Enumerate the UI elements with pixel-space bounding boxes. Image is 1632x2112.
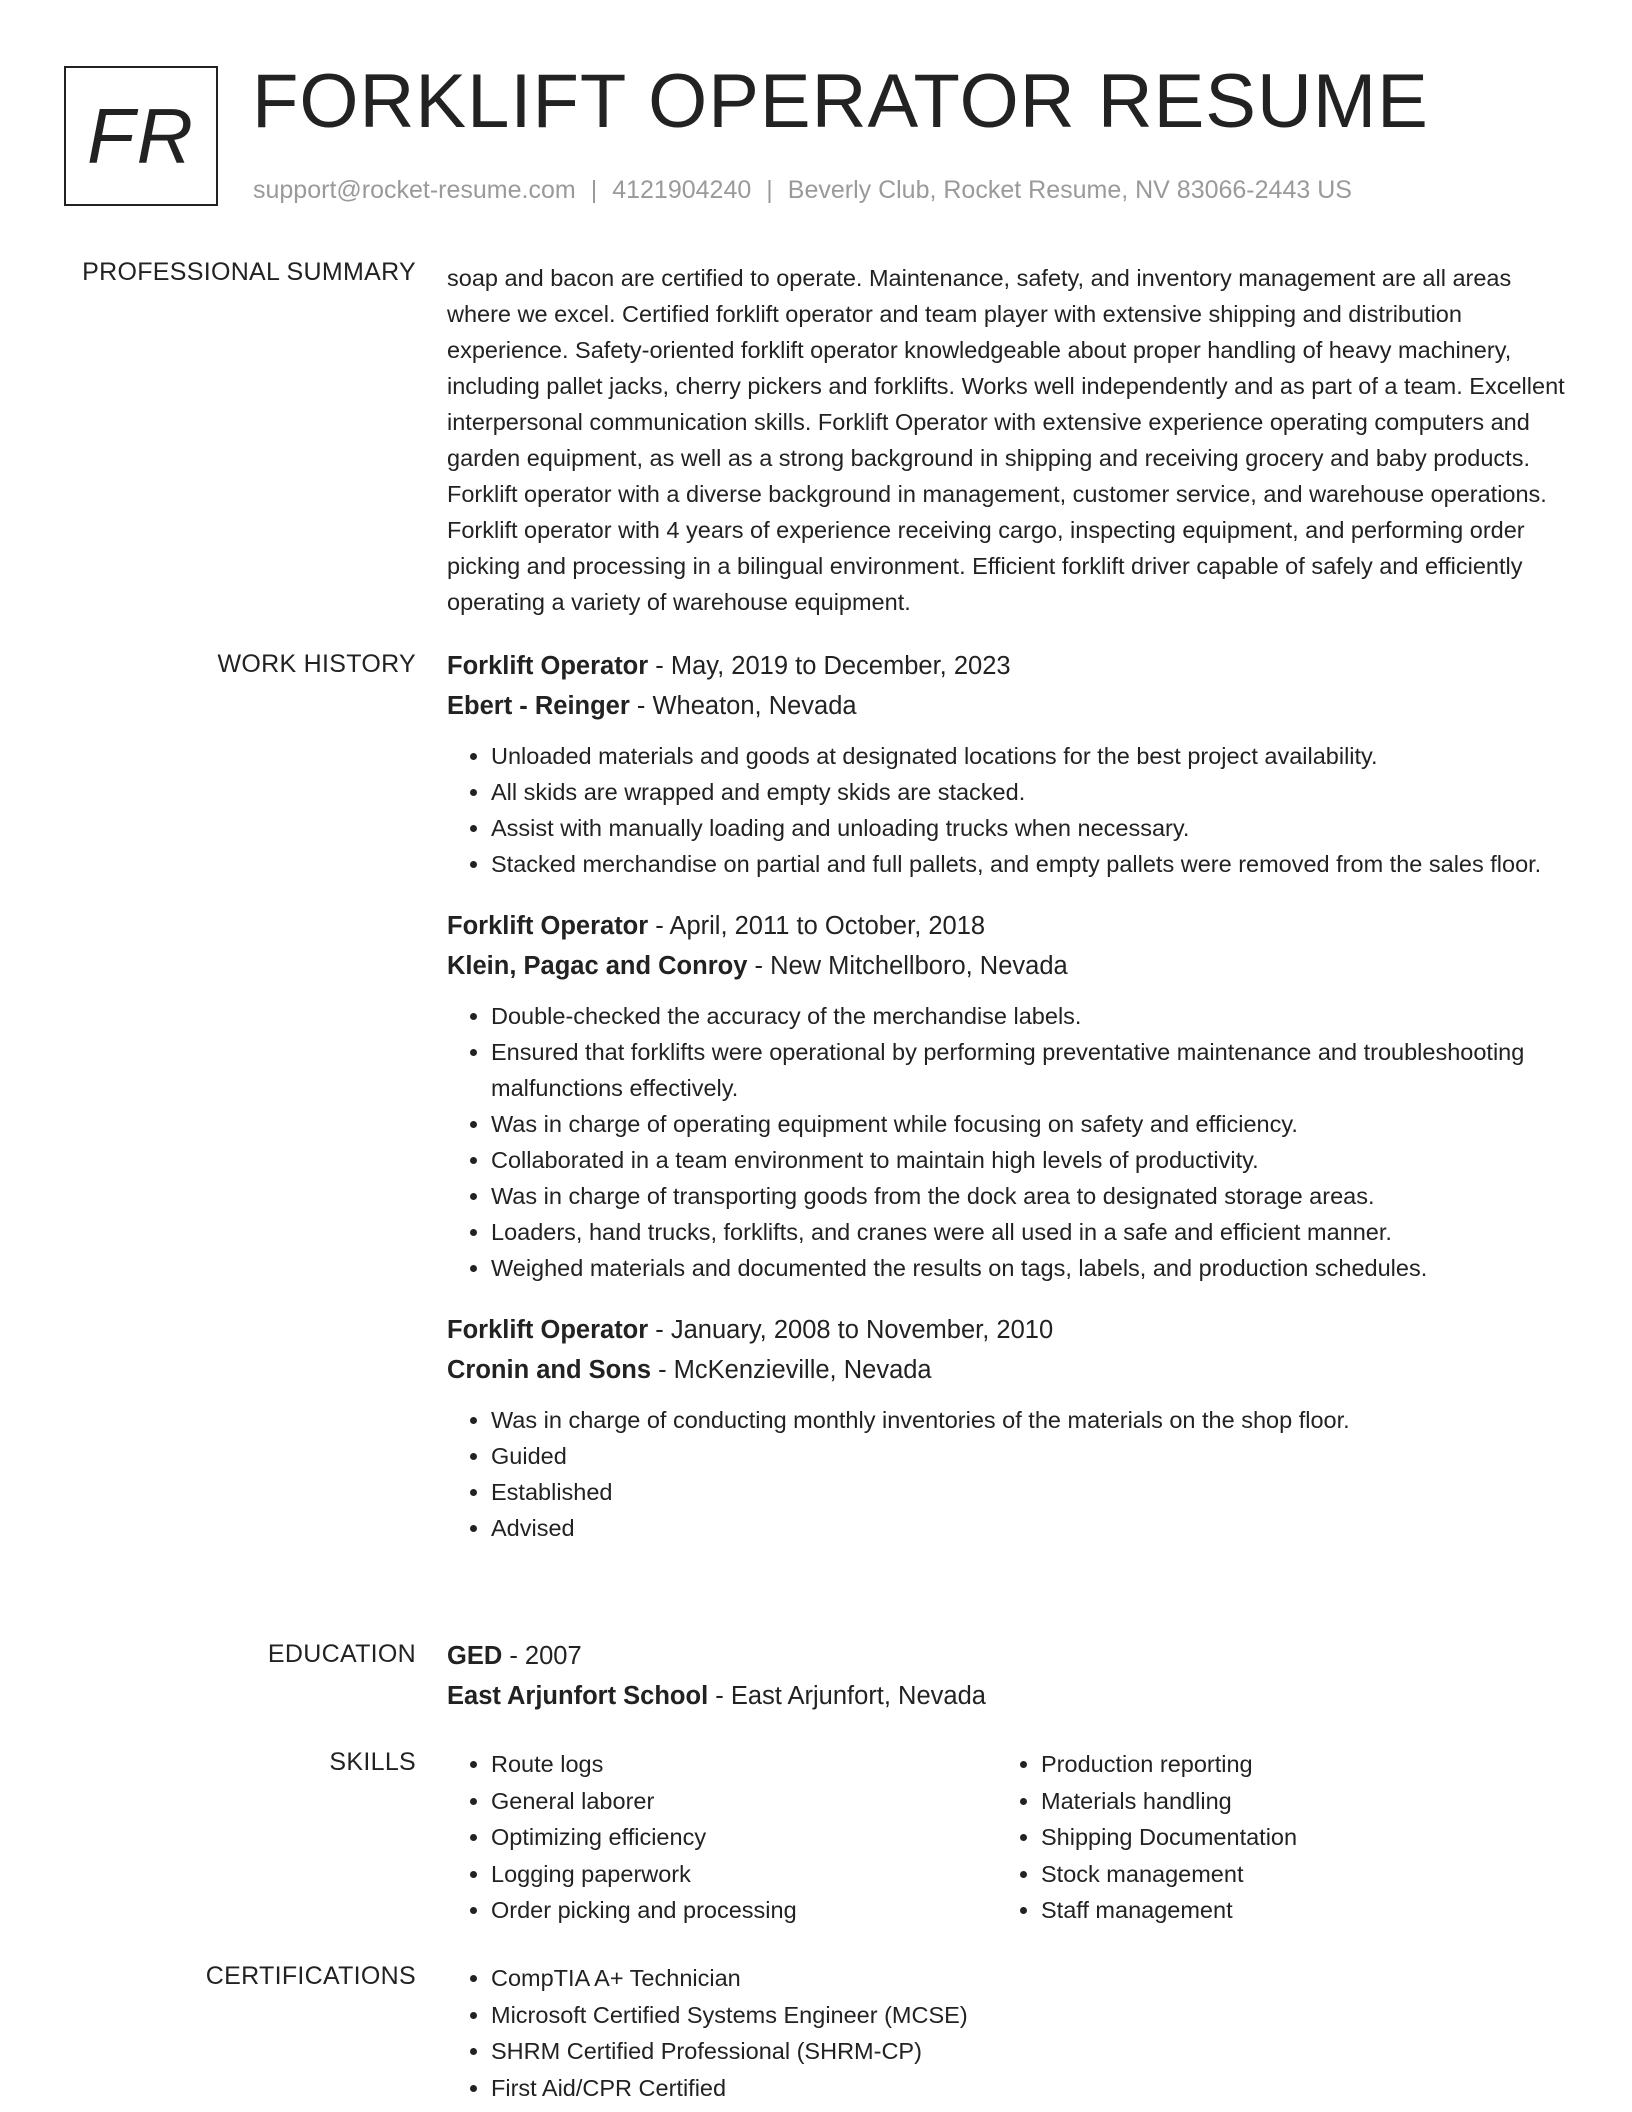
- contact-address: Beverly Club, Rocket Resume, NV 83066-2443 US: [787, 176, 1352, 204]
- job-bullet: • Was in charge of operating equipment while focusing on safety and efficiency.: [491, 1106, 1567, 1142]
- contact-line: [253, 176, 1352, 205]
- skill-item: • Stock management: [1041, 1856, 1547, 1893]
- job-dates: - May, 2019 to December, 2023: [648, 652, 1011, 680]
- skills-list-right: [997, 1746, 1547, 1929]
- summary-heading: PROFESSIONAL SUMMARY: [82, 258, 416, 286]
- resume-title: FORKLIFT OPERATOR RESUME: [252, 59, 1429, 144]
- skill-item: • Optimizing efficiency: [491, 1819, 997, 1856]
- job-bullet: • All skids are wrapped and empty skids are stacked.: [491, 774, 1567, 810]
- job-entry: [447, 1310, 1567, 1546]
- monogram-initials: FR: [87, 91, 195, 180]
- contact-separator: |: [766, 176, 773, 204]
- education-school-line: [447, 1676, 1567, 1716]
- job-company: Cronin and Sons: [447, 1356, 651, 1384]
- contact-phone[interactable]: 4121904240: [612, 176, 752, 204]
- certifications-list: [447, 1960, 1391, 2106]
- job-location: - Wheaton, Nevada: [629, 692, 857, 720]
- job-title-line: [447, 1310, 1567, 1350]
- job-title: Forklift Operator: [447, 912, 649, 940]
- job-company-line: [447, 946, 1567, 986]
- education-degree: GED: [447, 1642, 503, 1670]
- job-entry: [447, 646, 1567, 882]
- education-school: East Arjunfort School: [447, 1682, 709, 1710]
- skill-item: • Shipping Documentation: [1041, 1819, 1547, 1856]
- job-bullet: • Was in charge of transporting goods from the dock area to designated storage areas.: [491, 1178, 1567, 1214]
- certification-item: • SHRM Certified Professional (SHRM-CP): [491, 2033, 1391, 2070]
- job-bullet: • Assist with manually loading and unloading trucks when necessary.: [491, 810, 1567, 846]
- job-title: Forklift Operator: [447, 1316, 649, 1344]
- education-heading: EDUCATION: [267, 1640, 416, 1668]
- contact-email[interactable]: support@rocket-resume.com: [253, 176, 576, 204]
- job-bullet: • Unloaded materials and goods at designated locations for the best project availability.: [491, 738, 1567, 774]
- job-company: Ebert - Reinger: [447, 692, 630, 720]
- summary-text: soap and bacon are certified to operate. Maintenance, safety, and inventory management are all areas where we excel. Certified forklift operator and team player with extensive shipping and distribution experience. Safety-oriented forklift operator knowledgeable about proper handling of heavy machinery, including pallet jacks, cherry pickers and forklifts. Works well independently and as part of a team. Excellent interpersonal communication skills. Forklift Operator with extensive experience operating computers and garden equipment, as well as a strong background in shipping and receiving grocery and baby products. Forklift operator with a diverse background in management, customer service, and warehouse operations. Forklift operator with 4 years of experience receiving cargo, inspecting equipment, and performing order picking and processing in a bilingual environment. Efficient forklift driver capable of safely and efficiently operating a variety of warehouse equipment.: [447, 265, 1565, 615]
- job-bullet: • Loaders, hand trucks, forklifts, and cranes were all used in a safe and efficient manner.: [491, 1214, 1567, 1250]
- job-bullet: • Ensured that forklifts were operational by performing preventative maintenance and troubleshooting malfunctions effectively.: [491, 1034, 1567, 1106]
- certification-item: • CompTIA A+ Technician: [491, 1960, 1391, 1997]
- job-company-line: [447, 1350, 1567, 1390]
- job-location: - New Mitchellboro, Nevada: [747, 952, 1068, 980]
- skill-item: • Order picking and processing: [491, 1892, 997, 1929]
- job-title: Forklift Operator: [447, 652, 649, 680]
- monogram-box: [64, 66, 218, 206]
- education-location: - East Arjunfort, Nevada: [708, 1682, 986, 1710]
- certification-item: • Microsoft Certified Systems Engineer (MCSE): [491, 1997, 1391, 2034]
- job-bullets: [447, 998, 1567, 1286]
- job-bullets: [447, 1402, 1567, 1546]
- job-bullets: [447, 738, 1567, 882]
- job-entry: [447, 906, 1567, 1286]
- skill-item: • Materials handling: [1041, 1783, 1547, 1820]
- job-bullet: • Advised: [491, 1510, 1567, 1546]
- skill-item: • Staff management: [1041, 1892, 1547, 1929]
- job-dates: - April, 2011 to October, 2018: [648, 912, 986, 940]
- job-dates: - January, 2008 to November, 2010: [648, 1316, 1054, 1344]
- job-bullet: • Was in charge of conducting monthly inventories of the materials on the shop floor.: [491, 1402, 1567, 1438]
- job-bullet: • Stacked merchandise on partial and full pallets, and empty pallets were removed from the sales floor.: [491, 846, 1567, 882]
- job-title-line: [447, 646, 1567, 686]
- job-title-line: [447, 906, 1567, 946]
- skills-heading: SKILLS: [329, 1748, 416, 1776]
- job-bullet: • Weighed materials and documented the results on tags, labels, and production schedules.: [491, 1250, 1567, 1286]
- skill-item: • Route logs: [491, 1746, 997, 1783]
- certifications-heading: CERTIFICATIONS: [205, 1962, 416, 1990]
- job-bullet: • Double-checked the accuracy of the merchandise labels.: [491, 998, 1567, 1034]
- job-company-line: [447, 686, 1567, 726]
- job-bullet: • Guided: [491, 1438, 1567, 1474]
- contact-separator: |: [590, 176, 598, 204]
- education-year: - 2007: [502, 1642, 582, 1670]
- skill-item: • General laborer: [491, 1783, 997, 1820]
- work-history-heading: WORK HISTORY: [217, 650, 416, 678]
- skills-list-left: [447, 1746, 997, 1929]
- skill-item: • Logging paperwork: [491, 1856, 997, 1893]
- education-degree-line: [447, 1636, 1567, 1676]
- job-bullet: • Collaborated in a team environment to maintain high levels of productivity.: [491, 1142, 1567, 1178]
- skill-item: • Production reporting: [1041, 1746, 1547, 1783]
- job-bullet: • Established: [491, 1474, 1567, 1510]
- certification-item: • First Aid/CPR Certified: [491, 2070, 1391, 2107]
- job-company: Klein, Pagac and Conroy: [447, 952, 748, 980]
- job-location: - McKenzieville, Nevada: [651, 1356, 932, 1384]
